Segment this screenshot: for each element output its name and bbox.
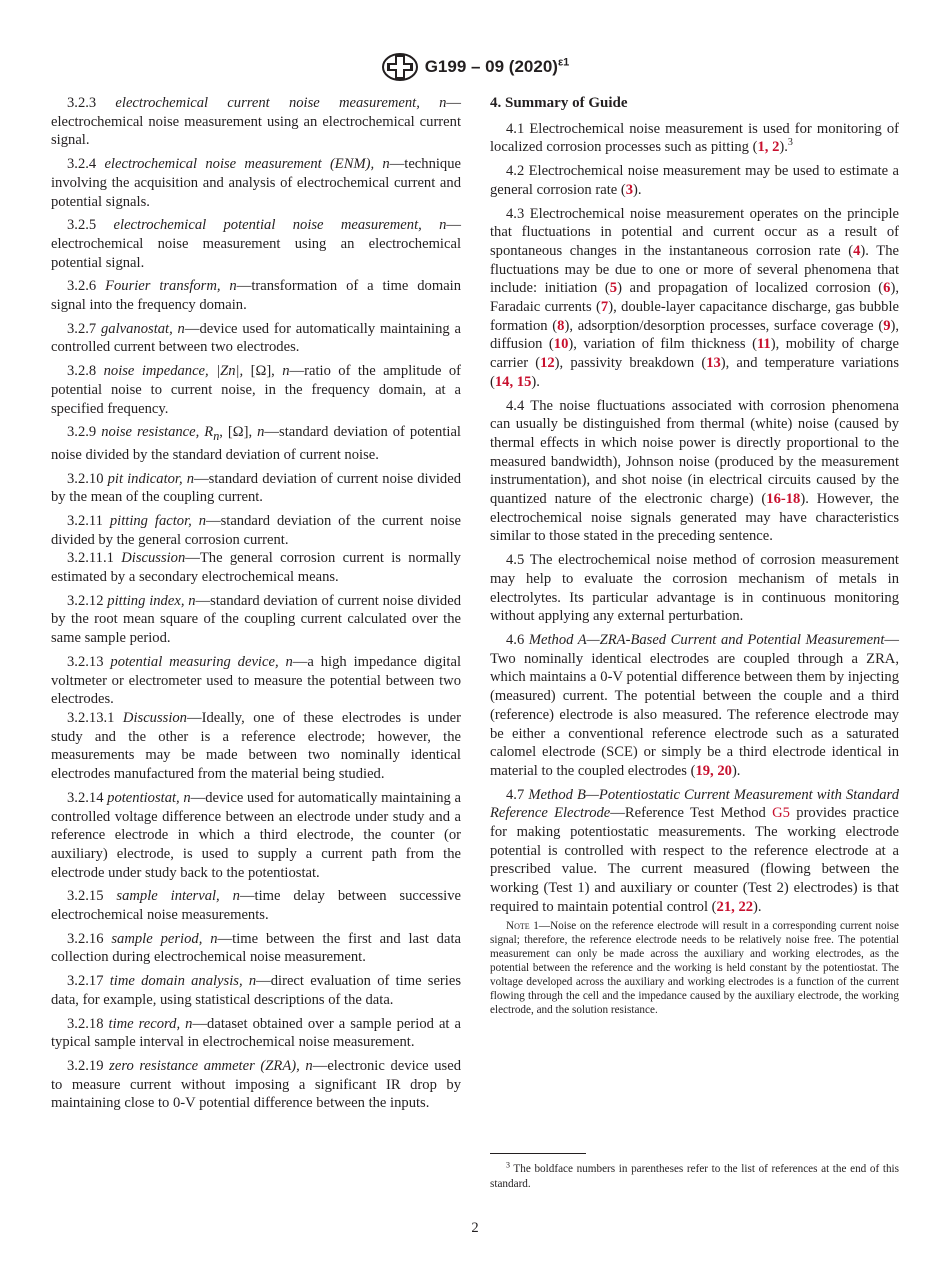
definition-3-2-9: 3.2.9 noise resistance, $R_n$, [Ω], n—standard deviation of potential noise divided by the standard deviation of current noise. xyxy=(51,424,461,463)
reference-link[interactable]: 19, 20 xyxy=(695,762,732,779)
paragraph-4-3: 4.3 Electrochemical noise measurement operates on the principle that fluctuations in potential and current occur as a result of spontaneous changes in the instantaneous corrosion rate (4). The fluctuations may be due to one or more of several phenomena that include: initiation (5) and propagation of localized corrosion (6), Faradaic currents (7), double-layer capacitance discharge, gas bubble formation (8), adsorption/desorption processes, surface coverage (9), diffusion (10), variation of film thickness (11), mobility of charge carrier (12), passivity breakdown (13), and temperature variations (14, 15). xyxy=(490,205,900,390)
reference-link[interactable]: 1, 2 xyxy=(757,139,780,156)
reference-link[interactable]: 16-18 xyxy=(766,491,801,508)
section-heading: 4. Summary of Guide xyxy=(490,95,628,111)
discussion-3-2-11-1: 3.2.11.1 Discussion—The general corrosion current is normally estimated by a secondary electrochemical means. xyxy=(51,550,461,586)
astm-logo-icon xyxy=(381,52,419,82)
reference-link[interactable]: 8 xyxy=(557,317,565,334)
left-column xyxy=(51,94,461,1118)
paragraph-4-5: 4.5 The electrochemical noise method of corrosion measurement may help to evaluate the corrosion mechanism of metals in electrolytes. Its particular advantage is in continuous monitoring without applying any external perturbation. xyxy=(490,552,899,625)
definition-3-2-11: 3.2.11 pitting factor, n—standard deviation of the current noise divided by the general corrosion current. xyxy=(51,512,462,548)
definition-3-2-13: 3.2.13 potential measuring device, n—a high impedance digital voltmeter or electrometer used to measure the potential between two electrodes. xyxy=(51,653,461,708)
definition-3-2-4: 3.2.4 electrochemical noise measurement (ENM), n—technique involving the acquisition and analysis of electrochemical current and potential signals. xyxy=(51,156,461,210)
definition-3-2-14: 3.2.14 potentiostat, n—device used for automatically maintaining a controlled voltage difference between an electrode under study and a reference electrode in which a third electrode, the counter (or auxiliary) electrode, is used to supply a current path from the electrode under study back to the potentiostat. xyxy=(51,789,461,881)
definition-3-2-15: 3.2.15 sample interval, n—time delay between successive electrochemical noise measurements. xyxy=(51,888,462,924)
footnote-divider xyxy=(490,1153,586,1154)
definition-3-2-16: 3.2.16 sample period, n—time between the first and last data collection during electrochemical noise measurement. xyxy=(51,930,461,966)
standard-link-g5[interactable]: G5 xyxy=(772,805,790,822)
definition-3-2-5: 3.2.5 electrochemical potential noise measurement, n—electrochemical noise measurement using an electrochemical potential signal. xyxy=(51,217,462,271)
reference-link[interactable]: 9 xyxy=(883,317,891,334)
paragraph-4-4: 4.4 The noise fluctuations associated with corrosion phenomena can usually be distinguished from thermal (white) noise (caused by thermal effects in which noise power is directly proportional to the measured bandwidth), Johnson noise (produced by the measurement instrumentation), and shot noise (in electrical circuits caused by the quantized nature of the electronic charge) (16-18). However, the electrochemical noise signals generated may have characteristics similar to those stated in the preceding sentence. xyxy=(490,397,899,545)
definition-3-2-7: 3.2.7 galvanostat, n—device used for automatically maintaining a controlled current between two electrodes. xyxy=(51,320,461,356)
paragraph-4-7: 4.7 Method B—Potentiostatic Current Measurement with Standard Reference Electrode—Reference Test Method G5 provides practice for making potentiostatic measurements. The working electrode potential is controlled with respect to the reference electrode at a prescribed value. The current measured (flowing between the working (Test 1) and auxiliary or counter (Test 2) electrodes) is that required to maintain potential control (21, 22). xyxy=(490,786,900,915)
footnote: $^3$ The boldface numbers in parentheses refer to the list of references at the end of this standard. xyxy=(490,1160,899,1190)
definition-3-2-6: 3.2.6 Fourier transform, n—transformation of a time domain signal into the frequency domain. xyxy=(51,278,462,314)
definition-3-2-17: 3.2.17 time domain analysis, n—direct evaluation of time series data, for example, using statistical descriptions of the data. xyxy=(51,973,462,1008)
page-header xyxy=(0,52,950,87)
page-number: 2 xyxy=(471,1220,479,1236)
reference-link[interactable]: 14, 15 xyxy=(494,373,532,390)
reference-link[interactable]: 12 xyxy=(540,355,555,372)
paragraph-4-1: 4.1 Electrochemical noise measurement is used for monitoring of localized corrosion processes such as pitting (1, 2).$^3$ xyxy=(490,120,899,156)
right-column xyxy=(490,94,899,1017)
reference-link[interactable]: 13 xyxy=(706,355,721,372)
discussion-3-2-13-1: 3.2.13.1 Discussion—Ideally, one of these electrodes is under study and the other is a reference electrode; however, the measurements may be made between two nominally identical electrodes manufactured from the material being studied. xyxy=(51,710,461,783)
reference-link[interactable]: 7 xyxy=(600,299,609,316)
reference-link[interactable]: 21, 22 xyxy=(716,898,754,915)
definition-3-2-10: 3.2.10 pit indicator, n—standard deviation of current noise divided by the mean of the coupling current. xyxy=(51,470,461,506)
standard-designation: G199 – 09 $(2020)^{\varepsilon 1}$ xyxy=(424,56,570,76)
note-1: Note 1—Noise on the reference electrode will result in a corresponding current noise signal; therefore, the reference electrode needs to be relatively noise free. The potential measurement can only be made across the auxiliary and working electrodes, as the potential between the reference and the working is held constant by the potentiostat. The voltage developed across the auxiliary and working electrodes is a function of the current flowing through the cell and the impedance caused by the auxiliary electrode, the working electrode, and the solution resistance. xyxy=(490,919,899,1016)
reference-link[interactable]: 6 xyxy=(883,280,891,297)
definition-3-2-18: 3.2.18 time record, n—dataset obtained over a sample period at a typical sample interval in electrochemical noise measurement. xyxy=(51,1015,461,1051)
definition-3-2-12: 3.2.12 pitting index, n—standard deviation of current noise divided by the root mean square of the coupling current calculated over the same sample period. xyxy=(51,592,461,647)
definition-3-2-19: 3.2.19 zero resistance ammeter (ZRA), n—electronic device used to measure current without imposing a significant IR drop by maintaining close to 0-V potential difference between the inputs. xyxy=(51,1057,461,1112)
reference-link[interactable]: 10 xyxy=(553,336,569,353)
definition-3-2-3: 3.2.3 electrochemical current noise measurement, n—electrochemical noise measurement using an electrochemical current signal. xyxy=(51,95,462,149)
paragraph-4-6: 4.6 Method A—ZRA-Based Current and Potential Measurement—Two nominally identical electrodes are coupled through a ZRA, which maintains a 0-V potential difference between them by injecting (measured) current. The potential between the couple and a third (reference) electrode is also measured. The reference electrode may be either a conventional reference electrode such as a saturated calomel electrode (SCE) or simply be a third electrode identical in material to the coupled electrodes (19, 20). xyxy=(490,631,899,779)
definition-3-2-8: 3.2.8 noise impedance, |Zn|, [Ω], n—ratio of the amplitude of potential noise to current noise, in the frequency domain, at a specified frequency. xyxy=(51,363,461,417)
reference-link[interactable]: 4 xyxy=(853,242,861,259)
footnote-marker[interactable]: 3 xyxy=(787,137,793,149)
reference-link[interactable]: 11 xyxy=(756,336,771,353)
reference-link[interactable]: 3 xyxy=(625,181,634,198)
reference-link[interactable]: 5 xyxy=(609,280,618,297)
paragraph-4-2: 4.2 Electrochemical noise measurement may be used to estimate a general corrosion rate (3). xyxy=(490,163,899,198)
